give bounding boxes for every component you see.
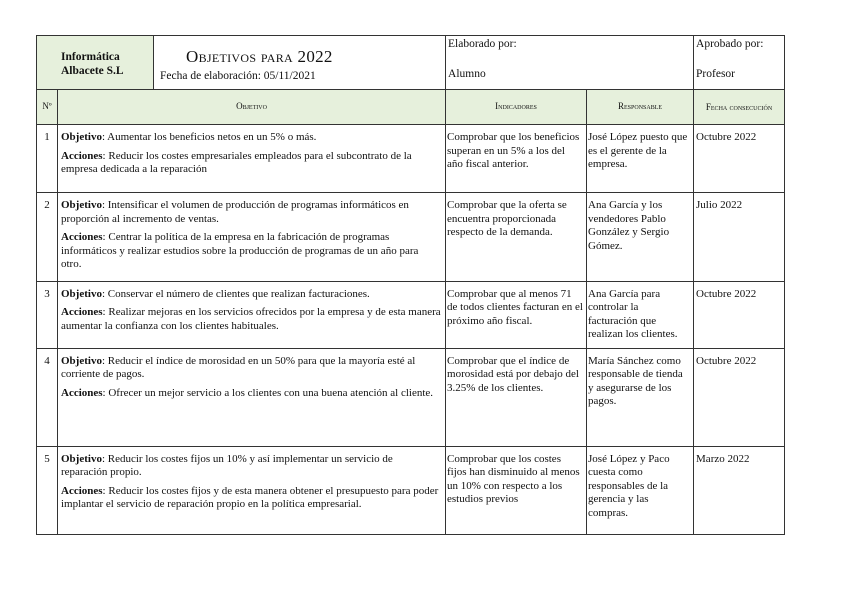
col-objective: Objetivo <box>58 90 446 125</box>
actions-text: : Reducir los costes fijos y de esta manera obtener el presupuesto para poder implantar el servicio de reparación propio en la política empresarial. <box>61 484 439 510</box>
actions-label: Acciones <box>61 386 103 399</box>
date-cell: Octubre 2022 <box>694 125 785 193</box>
objective-label: Objetivo <box>61 452 102 465</box>
actions-text: : Realizar mejoras en los servicios ofrecidos por la empresa y de esta manera aumentar la confianza con los clientes habituales. <box>61 306 441 332</box>
objective-label: Objetivo <box>61 287 102 300</box>
organization-name: Informática Albacete S.L <box>37 36 154 90</box>
objective-cell <box>58 348 446 446</box>
actions-text: : Ofrecer un mejor servicio a los clientes con una buena atención al cliente. <box>102 386 434 399</box>
table-row <box>37 348 785 446</box>
date-cell: Marzo 2022 <box>694 446 785 534</box>
col-responsible: Responsable <box>587 90 694 125</box>
objective-cell <box>58 125 446 193</box>
col-date: Fecha consecución <box>694 90 785 125</box>
objectives-table <box>36 35 785 535</box>
approved-by-cell <box>694 36 785 90</box>
row-number: 4 <box>37 348 58 446</box>
actions-label: Acciones <box>61 306 103 318</box>
objective-text: : Reducir el índice de morosidad en un 50% para que la mayoría esté al corriente de pagos. <box>61 354 416 380</box>
objective-text: : Aumentar los beneficios netos en un 5% o más. <box>101 131 317 143</box>
objective-cell <box>58 281 446 348</box>
objective-label: Objetivo <box>61 199 102 211</box>
header-row <box>37 36 785 90</box>
table-row <box>37 281 785 348</box>
col-indicators: Indicadores <box>446 90 587 125</box>
objective-text: : Conservar el número de clientes que realizan facturaciones. <box>101 287 370 300</box>
objectives-sheet <box>36 35 784 535</box>
objective-text: : Reducir los costes fijos un 10% y así implementar un servicio de reparación propio. <box>61 452 393 478</box>
table-row <box>37 125 785 193</box>
prepared-by-label: Elaborado por: <box>448 38 517 50</box>
actions-label: Acciones <box>61 149 103 162</box>
title-cell <box>154 36 446 90</box>
indicator-cell: Comprobar que la oferta se encuentra proporcionada respecto de la demanda. <box>446 193 587 282</box>
objective-label: Objetivo <box>61 354 102 367</box>
table-row <box>37 193 785 282</box>
indicator-cell: Comprobar que el índice de morosidad está por debajo del 3.25% de los clientes. <box>446 348 587 446</box>
col-num: Nº <box>37 90 58 125</box>
indicator-cell: Comprobar que los beneficios superan en un 5% a los del año fiscal anterior. <box>446 125 587 193</box>
objective-cell <box>58 193 446 282</box>
responsible-cell: José López puesto que es el gerente de la empresa. <box>587 125 694 193</box>
approved-by-value: Profesor <box>696 67 735 80</box>
page-title: Objetivos para 2022 <box>186 46 333 66</box>
row-number: 3 <box>37 281 58 348</box>
objective-label: Objetivo <box>61 131 102 143</box>
column-header-row <box>37 90 785 125</box>
table-row <box>37 446 785 534</box>
actions-text: : Reducir los costes empresariales empleados para el subcontrato de la empresa dedicada a la reparación <box>61 149 412 175</box>
actions-label: Acciones <box>61 231 103 243</box>
prepared-by-value: Alumno <box>448 67 486 80</box>
date-cell: Octubre 2022 <box>694 281 785 348</box>
row-number: 5 <box>37 446 58 534</box>
objective-text: : Intensificar el volumen de producción de programas informáticos en proporción al incremento de ventas. <box>61 199 409 225</box>
responsible-cell: José López y Paco cuesta como responsables de la gerencia y las compras. <box>587 446 694 534</box>
actions-text: : Centrar la política de la empresa en la fabricación de programas informáticos y realizar estudios sobre la producción de programas de un año para otro. <box>61 231 419 270</box>
approved-by-label: Aprobado por: <box>696 38 764 50</box>
indicator-cell: Comprobar que al menos 71 de todos clientes facturan en el próximo año fiscal. <box>446 281 587 348</box>
elaboration-date: Fecha de elaboración: 05/11/2021 <box>160 70 316 82</box>
responsible-cell: Ana García y los vendedores Pablo González y Sergio Gómez. <box>587 193 694 282</box>
actions-label: Acciones <box>61 484 103 497</box>
responsible-cell: María Sánchez como responsable de tienda y asegurarse de los pagos. <box>587 348 694 446</box>
objective-cell <box>58 446 446 534</box>
responsible-cell: Ana García para controlar la facturación que realizan los clientes. <box>587 281 694 348</box>
row-number: 1 <box>37 125 58 193</box>
prepared-by-cell <box>446 36 694 90</box>
date-cell: Octubre 2022 <box>694 348 785 446</box>
row-number: 2 <box>37 193 58 282</box>
indicator-cell: Comprobar que los costes fijos han disminuido al menos un 10% con respecto a los estudios previos <box>446 446 587 534</box>
date-cell: Julio 2022 <box>694 193 785 282</box>
